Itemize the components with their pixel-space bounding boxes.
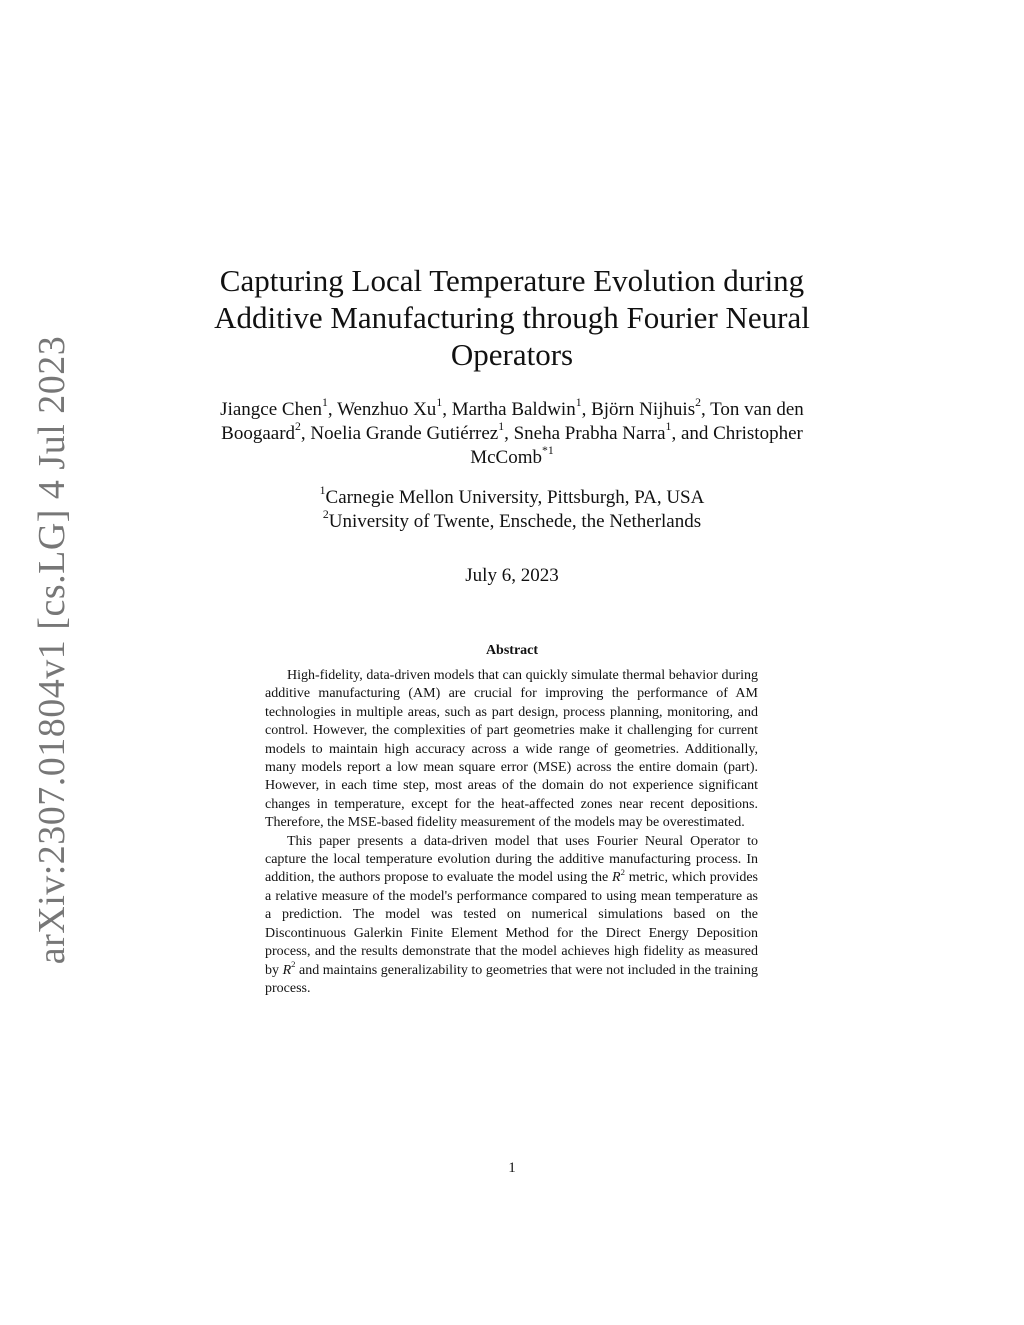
paper-title: Capturing Local Temperature Evolution during Additive Manufacturing through Fourier Neural Operators <box>214 263 810 372</box>
abstract-paragraph: This paper presents a data-driven model that uses Fourier Neural Operator to capture the local temperature evolution during the additive manufacturing process. In addition, the authors propose to evaluate the model using the $R^2$ metric, which provides a relative measure of the model's performance compared to using mean temperature as a prediction. The model was tested on numerical simulations based on the Discontinuous Galerkin Finite Element Method for the Direct Energy Deposition process, and the results demonstrate that the model achieves high fidelity as measured by $R^2$ and maintains generalizability to geometries that were not included in the training process. <box>265 833 759 996</box>
abstract-body <box>265 667 758 998</box>
author-list <box>200 395 824 470</box>
abstract-paragraph: High-fidelity, data-driven models that can quickly simulate thermal behavior during additive manufacturing (AM) are crucial for improving the performance of AM technologies in multiple areas, such as part design, process planning, monitoring, and control. However, the complexities of part geometries make it challenging for current models to maintain high accuracy across a wide range of geometries. Additionally, many models report a low mean square error (MSE) across the entire domain (part). However, in each time step, most areas of the domain do not experience significant changes in temperature, except for the heat-affected zones near recent depositions. Therefore, the MSE-based fidelity measurement of the models may be overestimated. <box>265 668 758 831</box>
author: Ton van den Boogaard$^2$, <box>221 399 804 444</box>
author: Christopher McComb$^{*1}$ <box>470 423 803 468</box>
author: Wenzhuo Xu$^1$, <box>337 395 452 420</box>
affiliation: $^1$Carnegie Mellon University, Pittsburgh, PA, USA <box>319 483 705 508</box>
page-number: 1 <box>508 1160 516 1176</box>
paper-date: July 6, 2023 <box>465 565 559 586</box>
arxiv-identifier: arXiv:2307.01804v1 [cs.LG] 4 Jul 2023 <box>31 335 73 965</box>
author: Martha Baldwin$^1$, <box>451 395 592 420</box>
affiliation: $^2$University of Twente, Enschede, the Netherlands <box>322 507 702 532</box>
author: Sneha Prabha Narra$^1$, and <box>513 419 714 444</box>
abstract-heading: Abstract <box>485 643 539 658</box>
author: Björn Nijhuis$^2$, <box>591 395 711 420</box>
author: Jiangce Chen$^1$, <box>220 395 338 420</box>
author: Noelia Grande Gutiérrez$^1$, <box>310 419 514 444</box>
affiliations <box>200 483 824 534</box>
